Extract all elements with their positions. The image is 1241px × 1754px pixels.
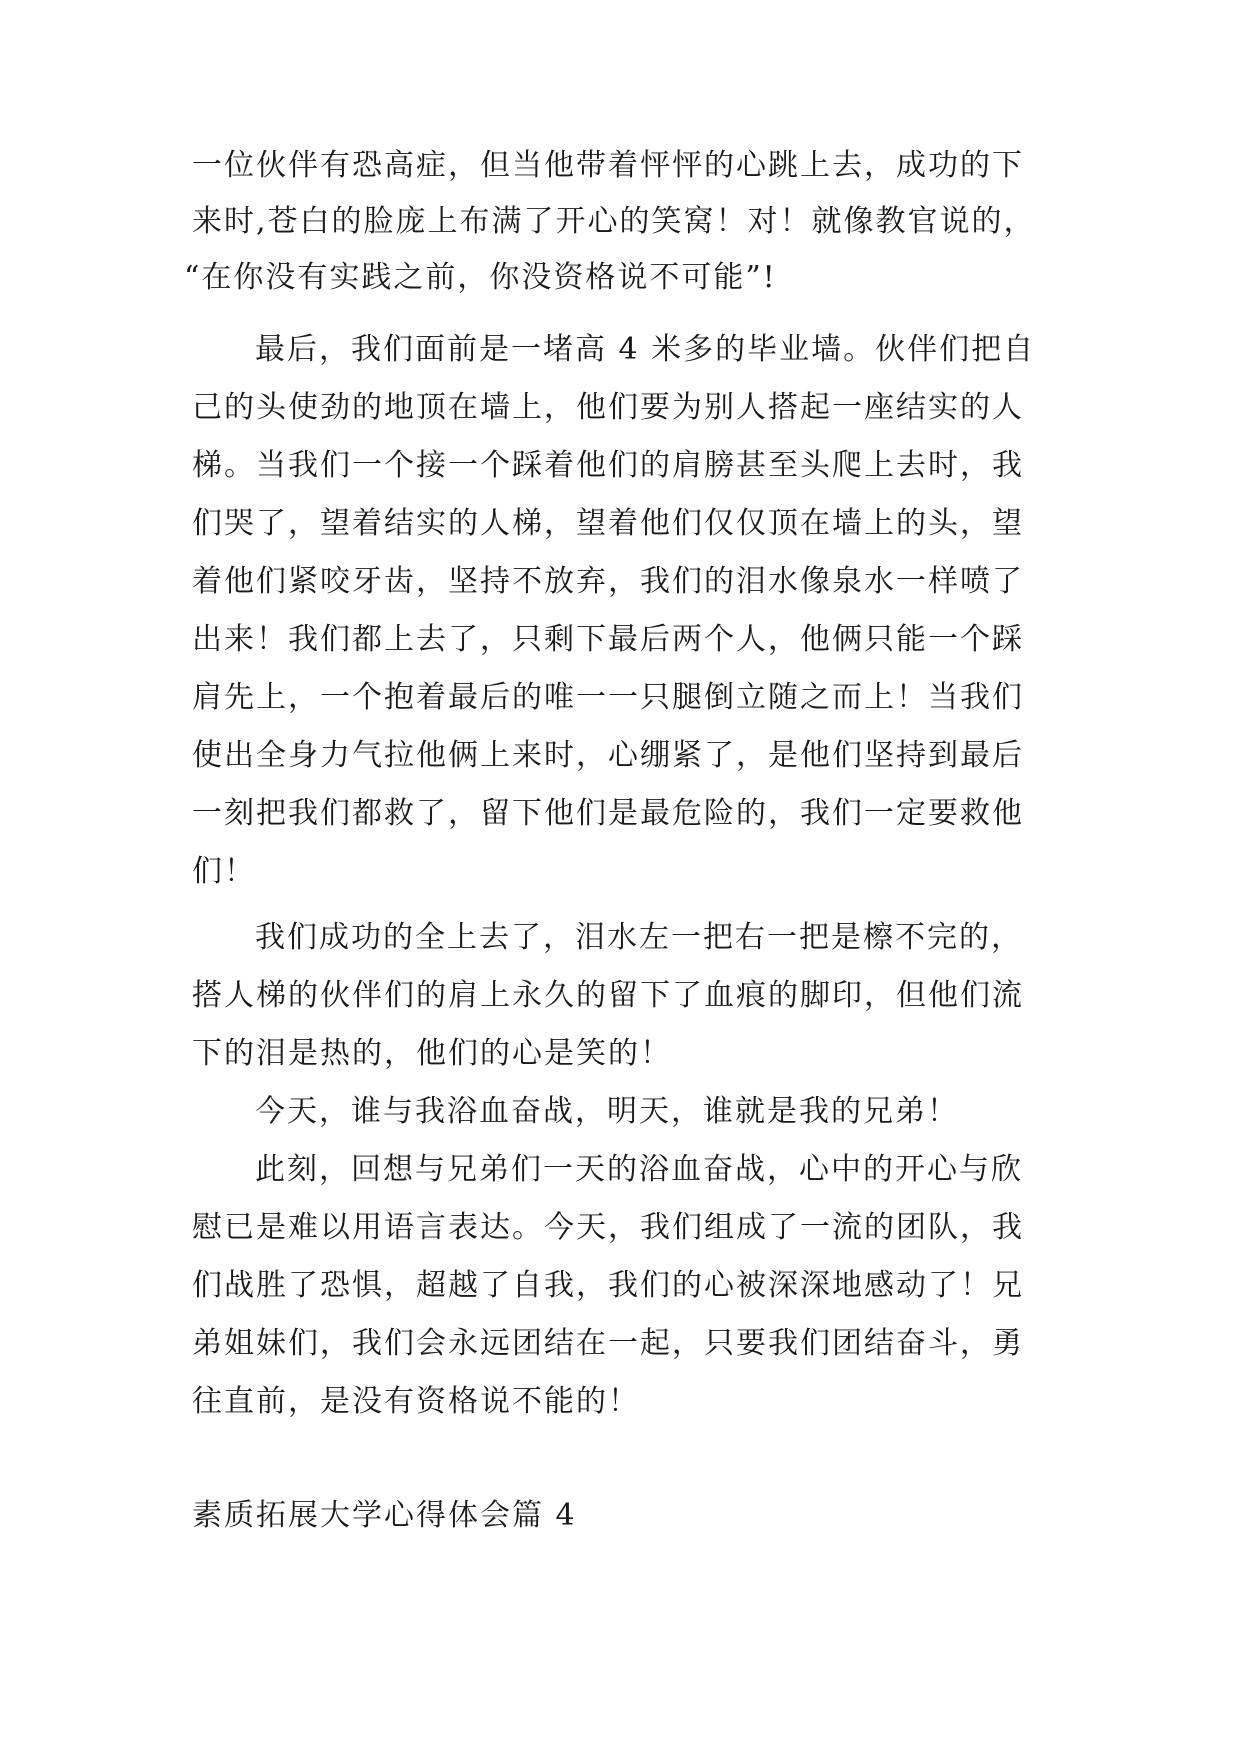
text-line: 肩先上，一个抱着最后的唯一一只腿倒立随之而上！当我们: [192, 680, 1024, 715]
text-line: “在你没有实践之前，你没资格说不可能”!: [184, 260, 777, 295]
text-line: 们哭了，望着结实的人梯，望着他们仅仅顶在墙上的头，望: [192, 506, 1024, 541]
text-line: 己的头使劲的地顶在墙上，他们要为别人搭起一座结实的人: [192, 390, 1024, 425]
text-line: 搭人梯的伙伴们的肩上永久的留下了血痕的脚印，但他们流: [192, 978, 1024, 1013]
text-line: 慰已是难以用语言表达。今天，我们组成了一流的团队，我: [192, 1210, 1024, 1245]
text-line: 一刻把我们都救了，留下他们是最危险的，我们一定要救他: [192, 796, 1024, 831]
text-line: 下的泪是热的，他们的心是笑的！: [192, 1036, 672, 1071]
text-line: 出来！我们都上去了，只剩下最后两个人，他俩只能一个踩: [192, 622, 1024, 657]
text-line: 往直前，是没有资格说不能的！: [192, 1384, 640, 1419]
text-line: 一位伙伴有恐高症，但当他带着怦怦的心跳上去，成功的下: [192, 148, 1024, 183]
text-line: 弟姐妹们，我们会永远团结在一起，只要我们团结奋斗，勇: [192, 1326, 1024, 1361]
text-line: 此刻，回想与兄弟们一天的浴血奋战，心中的开心与欣: [255, 1152, 1023, 1187]
text-line: 来时,苍白的脸庞上布满了开心的笑窝！对！就像教官说的，: [192, 204, 1036, 239]
text-line: 着他们紧咬牙齿，坚持不放弃，我们的泪水像泉水一样喷了: [192, 564, 1024, 599]
text-line: 今天，谁与我浴血奋战，明天，谁就是我的兄弟！: [255, 1094, 959, 1129]
section-heading: 素质拓展大学心得体会篇 4: [192, 1498, 577, 1533]
text-line: 最后，我们面前是一堵高 4 米多的毕业墙。伙伴们把自: [255, 332, 1036, 367]
text-line: 我们成功的全上去了，泪水左一把右一把是檫不完的，: [255, 920, 1023, 955]
text-line: 使出全身力气拉他俩上来时，心绷紧了，是他们坚持到最后: [192, 738, 1024, 773]
text-line: 梯。当我们一个接一个踩着他们的肩膀甚至头爬上去时，我: [192, 448, 1024, 483]
text-line: 们！: [192, 854, 256, 889]
text-line: 们战胜了恐惧，超越了自我，我们的心被深深地感动了！兄: [192, 1268, 1024, 1303]
